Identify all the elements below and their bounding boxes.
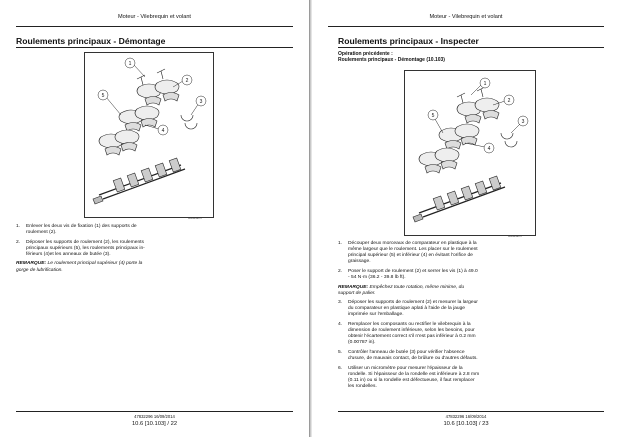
callout-3: 3	[521, 119, 525, 125]
callout-1: 1	[483, 81, 487, 87]
step-text: Découper deux morceaux de comparateur en plastique à la même largeur que le roulement. Les placer sur le roulement principal supérieur (5) et inférieur (4) en évitant l'orifice de graissage.	[348, 241, 478, 265]
title-divider	[16, 47, 293, 48]
step-item	[338, 322, 480, 346]
previous-operation	[338, 51, 445, 63]
right-page	[312, 0, 620, 437]
remark-label: REMARQUE:	[338, 284, 369, 290]
step-item	[338, 300, 480, 318]
callout-4: 4	[487, 146, 491, 152]
step-text: Remplacer les composants ou rectifier le vilebrequin à la dimension de roulement inférieure, selon les besoins, pour obtenir l'écartement correct s'il n'est pas inférieur à 0.2 mm (0.00787 in).	[348, 322, 476, 346]
figure-caption: 00044496 1	[188, 217, 202, 220]
page-header: Moteur - Vilebrequin et volant	[118, 14, 191, 20]
step-number: 1.	[16, 224, 21, 229]
step-text: Contrôler l'anneau de butée (3) pour vérifier l'absence d'usure, de mauvais contact, de brûlure ou d'autres défauts.	[348, 349, 478, 361]
header-divider	[16, 26, 293, 27]
exploded-view-illustration	[405, 71, 535, 235]
title-divider	[338, 47, 604, 48]
procedure-steps	[338, 241, 480, 393]
step-item	[338, 241, 480, 265]
remark-note	[338, 285, 480, 297]
section-title: Roulements principaux - Inspecter	[338, 36, 479, 46]
step-text: Enlever les deux vis de fixation (1) des supports de roulement (2).	[26, 224, 137, 236]
step-number: 6.	[338, 365, 343, 371]
step-item	[338, 366, 480, 390]
callout-3: 3	[199, 99, 203, 105]
section-title: Roulements principaux - Démontage	[16, 36, 166, 46]
step-text: Déposer les supports de roulement (2) et mesurer la largeur du comparateur en plastique aplati à l'aide de la jauge imprimée sur l'emballage.	[348, 300, 478, 318]
procedure-steps	[16, 224, 152, 277]
callout-5: 5	[431, 113, 435, 119]
step-item	[338, 269, 480, 281]
footer-divider	[338, 411, 604, 412]
footer-divider	[16, 411, 293, 412]
step-item	[338, 350, 480, 362]
remark-note	[16, 261, 152, 273]
previous-operation-label: Opération précédente :	[338, 51, 393, 57]
callout-5: 5	[101, 93, 105, 99]
footer-doc-code: 47832296 16/09/2014	[445, 414, 487, 419]
step-item	[16, 240, 152, 258]
remark-text: Empêchez toute rotation, même minime, du support de palier.	[338, 284, 465, 296]
callout-1: 1	[128, 61, 132, 67]
step-item	[16, 224, 152, 236]
step-number: 3.	[338, 300, 343, 306]
step-number: 4.	[338, 322, 343, 328]
exploded-view-illustration	[85, 53, 213, 217]
left-page	[0, 0, 309, 437]
bearing-diagram	[404, 70, 536, 236]
step-text: Utiliser un micromètre pour mesurer l'épaisseur de la rondelle. Si l'épaisseur de la rondelle est inférieure à 2.8 mm (0.11 in) ou si la rondelle est défectueuse, il faut remplacer les rondelles.	[348, 365, 480, 389]
footer-doc-code: 47832296 16/09/2014	[134, 414, 175, 419]
previous-operation-ref: Roulements principaux - Démontage (10.103)	[338, 57, 445, 63]
step-number: 2.	[16, 239, 21, 245]
footer-page-number: 10.6 [10.103] / 23	[443, 421, 489, 427]
step-number: 1.	[338, 241, 343, 246]
callout-2: 2	[185, 78, 189, 84]
footer-page-number: 10.6 [10.103] / 22	[131, 421, 178, 427]
step-number: 5.	[338, 349, 343, 355]
callout-2: 2	[507, 98, 511, 104]
step-text: Déposer les supports de roulement (2), les roulements principaux supérieurs (5), les roulements principaux in-férieurs (4)et les anneaux de butée (3).	[26, 239, 145, 257]
bearing-diagram	[84, 52, 214, 218]
remark-text: Le roulement principal supérieur (4) porte la gorge de lubrification.	[16, 261, 143, 273]
page-header: Moteur - Vilebrequin et volant	[429, 14, 503, 20]
step-number: 2.	[338, 268, 343, 274]
callout-4: 4	[161, 128, 165, 134]
step-text: Poser le support de roulement (2) et serrer les vis (1) à 49.0 - 54 N·m (36.2 - 39.8 lb ft).	[348, 268, 478, 280]
remark-label: REMARQUE:	[16, 261, 47, 267]
header-divider	[328, 26, 604, 27]
figure-caption: 00044496 1	[508, 235, 522, 238]
